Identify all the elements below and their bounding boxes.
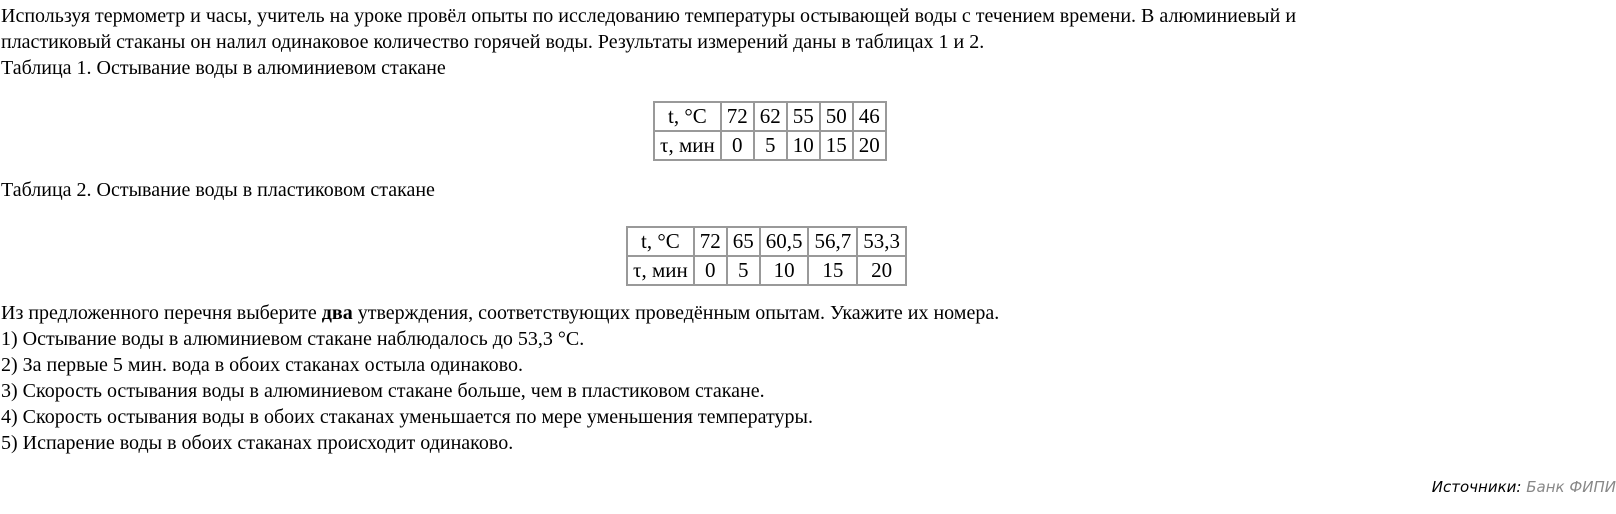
question-before: Из предложенного перечня выберите bbox=[1, 302, 322, 324]
table-row bbox=[654, 102, 886, 131]
sources bbox=[1432, 478, 1616, 496]
table-cell: 53,3 bbox=[857, 227, 906, 256]
option-1: 1) Остывание воды в алюминиевом стакане наблюдалось до 53,3 °C. bbox=[1, 328, 585, 350]
table-cell: 0 bbox=[694, 256, 727, 285]
table-cell: 46 bbox=[853, 102, 886, 131]
intro-line-1: Используя термометр и часы, учитель на уроке провёл опыты по исследованию температуры остывающей воды с течением времени. В алюминиевый и bbox=[1, 5, 1297, 27]
table-header-cell: t, °C bbox=[654, 102, 721, 131]
table1-caption: Таблица 1. Остывание воды в алюминиевом стакане bbox=[1, 57, 446, 79]
table-cell: 5 bbox=[754, 131, 787, 160]
table-cell: 15 bbox=[808, 256, 857, 285]
table-cell: 72 bbox=[694, 227, 727, 256]
table-cell: 20 bbox=[853, 131, 886, 160]
table2-caption: Таблица 2. Остывание воды в пластиковом стакане bbox=[1, 179, 435, 201]
table-cell: 65 bbox=[727, 227, 760, 256]
table-header-cell: t, °C bbox=[627, 227, 694, 256]
table-row bbox=[654, 131, 886, 160]
table-header-cell: τ, мин bbox=[627, 256, 694, 285]
sources-link[interactable]: Банк ФИПИ bbox=[1526, 478, 1616, 496]
table2 bbox=[626, 226, 907, 286]
table-cell: 60,5 bbox=[760, 227, 809, 256]
table-cell: 50 bbox=[820, 102, 853, 131]
table-cell: 72 bbox=[721, 102, 754, 131]
table-cell: 5 bbox=[727, 256, 760, 285]
table-header-cell: τ, мин bbox=[654, 131, 721, 160]
table-cell: 10 bbox=[787, 131, 820, 160]
table-cell: 56,7 bbox=[808, 227, 857, 256]
table-cell: 10 bbox=[760, 256, 809, 285]
table-row bbox=[627, 227, 906, 256]
option-4: 4) Скорость остывания воды в обоих стаканах уменьшается по мере уменьшения температуры. bbox=[1, 406, 813, 428]
question-text bbox=[1, 300, 999, 326]
table-cell: 0 bbox=[721, 131, 754, 160]
option-3: 3) Скорость остывания воды в алюминиевом стакане больше, чем в пластиковом стакане. bbox=[1, 380, 765, 402]
option-5: 5) Испарение воды в обоих стаканах происходит одинаково. bbox=[1, 432, 514, 454]
sources-label: Источники: bbox=[1431, 478, 1522, 496]
intro-line-2: пластиковый стаканы он налил одинаковое количество горячей воды. Результаты измерений даны в таблицах 1 и 2. bbox=[1, 31, 985, 53]
question-bold: два bbox=[321, 302, 353, 324]
table1 bbox=[653, 101, 887, 161]
table-cell: 55 bbox=[787, 102, 820, 131]
table-cell: 20 bbox=[857, 256, 906, 285]
question-after: утверждения, соответствующих проведённым опытам. Укажите их номера. bbox=[352, 302, 1000, 324]
table-cell: 62 bbox=[754, 102, 787, 131]
table-row bbox=[627, 256, 906, 285]
option-2: 2) За первые 5 мин. вода в обоих стаканах остыла одинаково. bbox=[1, 354, 523, 376]
table-cell: 15 bbox=[820, 131, 853, 160]
